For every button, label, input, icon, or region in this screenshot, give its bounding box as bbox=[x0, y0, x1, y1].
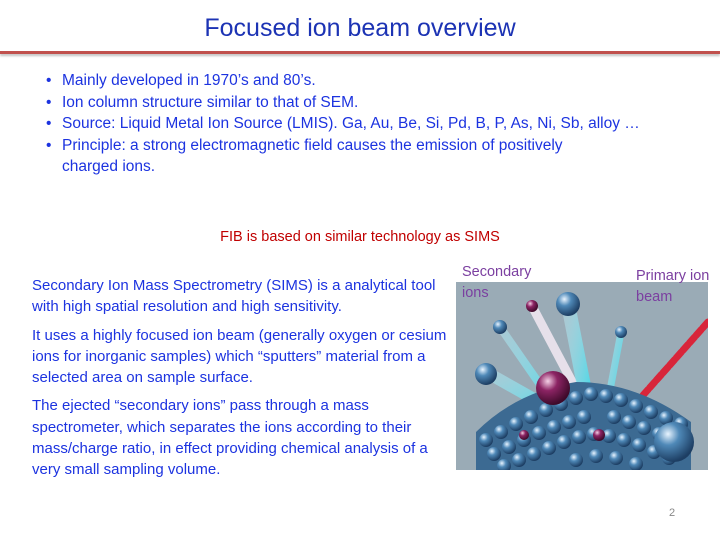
page-number: 2 bbox=[669, 507, 676, 519]
subheading: FIB is based on similar technology as SIMS bbox=[220, 229, 500, 245]
paragraph: The ejected “secondary ions” pass through a mass spectrometer, which separates the ions according to their mass/charge ratio, in effect providing chemical analysis of a very small sampling volume. bbox=[32, 397, 428, 479]
bullet-item: • Mainly developed in 1970’s and 80’s. bbox=[44, 70, 684, 92]
bullet-item: • Ion column structure similar to that of SEM. bbox=[44, 92, 684, 114]
title-divider bbox=[0, 51, 720, 54]
slide-title: Focused ion beam overview bbox=[204, 14, 516, 42]
label-secondary-ions: Secondary ions bbox=[462, 264, 532, 301]
paragraph: Secondary Ion Mass Spectrometry (SIMS) is a analytical tool with high spatial resolution and high sensitivity. bbox=[32, 277, 436, 316]
bullet-item: • Source: Liquid Metal Ion Source (LMIS). Ga, Au, Be, Si, Pd, B, P, As, Ni, Sb, alloy … bbox=[44, 113, 684, 135]
body-text bbox=[32, 275, 452, 488]
bullet-list bbox=[44, 70, 684, 178]
sims-illustration bbox=[456, 282, 708, 470]
paragraph: It uses a highly focused ion beam (generally oxygen or cesium ions for inorganic samples) which “sputters” material from a selected area on sample surface. bbox=[32, 326, 447, 387]
label-primary-ion-beam: Primary ion beam bbox=[636, 268, 710, 305]
bullet-item: • Principle: a strong electromagnetic field causes the emission of positively charged ions. bbox=[44, 135, 622, 178]
